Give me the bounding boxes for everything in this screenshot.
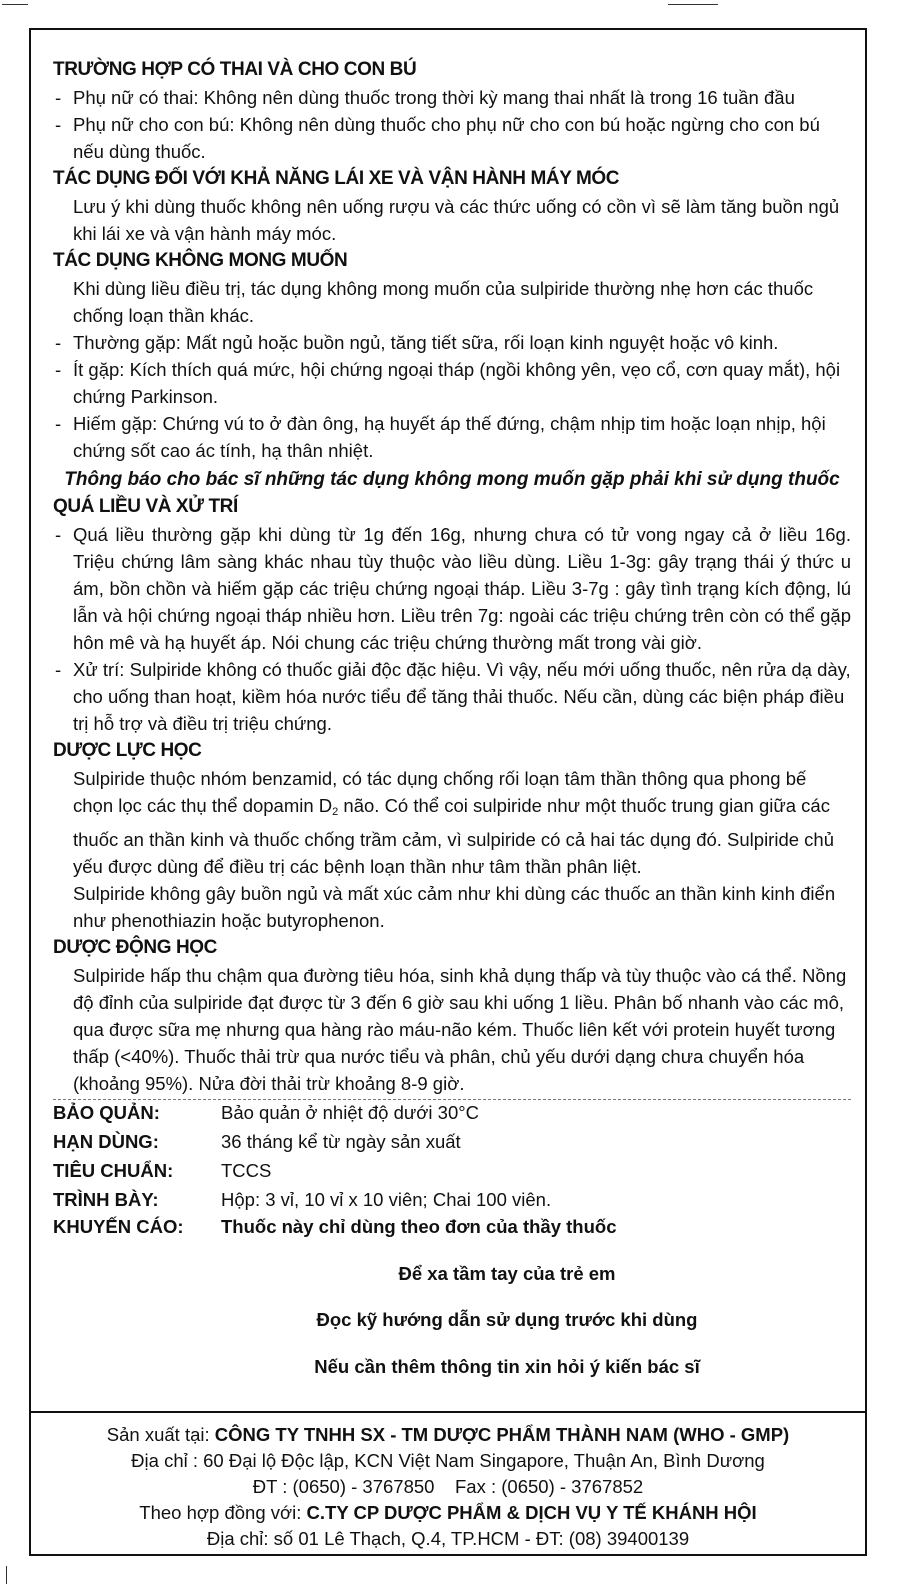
leaflet-content	[53, 56, 851, 1399]
section-driving	[53, 165, 851, 247]
section-pharmacokinetics	[53, 934, 851, 1097]
crop-mark-top-left	[2, 4, 28, 5]
list-item: - Quá liều thường gặp khi dùng từ 1g đến 16g, nhưng chưa có tử vong ngay cả ở liều 16g. Triệu chứng lâm sàng khác nhau tùy thuộc vào liều dùng. Liều 1-3g: gây trạng thái ý thức u ám, bồn chồn và hiếm gặp các triệu chứng ngoại tháp. Liều 3-7g : gây tình trạng kích động, lú lẫn và hội chứng ngoại tháp nhiều hơn. Liều trên 7g: ngoài các triệu chứng trên còn có thể gặp hôn mê và hạ huyết áp. Nói chung các triệu chứng thường mất trong vài giờ.	[53, 521, 851, 656]
crop-mark-top-right	[668, 4, 718, 5]
recommendation-line: Đọc kỹ hướng dẫn sử dụng trước khi dùng	[316, 1309, 698, 1330]
leaflet-frame	[29, 28, 867, 1556]
section-pharmacodynamics	[53, 737, 851, 934]
recommendation-label: KHUYẾN CÁO:	[53, 1216, 184, 1237]
heading-overdose: QUÁ LIỀU VÀ XỬ TRÍ	[53, 496, 238, 517]
spec-value: 36 tháng kể từ ngày sản xuất	[221, 1131, 461, 1152]
paragraph-driving: Lưu ý khi dùng thuốc không nên uống rượu và các thức uống có cồn vì sẽ làm tăng buồn ngủ khi lái xe và vận hành máy móc.	[73, 196, 840, 244]
dashed-divider	[53, 1099, 851, 1100]
list-item: - Phụ nữ cho con bú: Không nên dùng thuốc cho phụ nữ cho con bú hoặc ngừng cho con bú nếu dùng thuốc.	[53, 111, 851, 165]
text-segment: Sulpiride thuộc nhóm benzamid, có tác dụng chống rối loạn tâm thần thông qua phong bế chọn lọc các thụ thể dopamin D	[73, 768, 807, 816]
paragraph-pharmacodynamics-1	[73, 765, 851, 880]
section-specs	[53, 1099, 851, 1381]
heading-driving: TÁC DỤNG ĐỐI VỚI KHẢ NĂNG LÁI XE VÀ VẬN HÀNH MÁY MÓC	[53, 168, 620, 189]
manufacturer-phone: ĐT : (0650) - 3767850 Fax : (0650) - 3767852	[252, 1476, 644, 1497]
manufacturer-name: CÔNG TY TNHH SX - TM DƯỢC PHẨM THÀNH NAM (WHO - GMP)	[214, 1424, 790, 1445]
spec-row-standard	[53, 1157, 851, 1184]
list-item: - Ít gặp: Kích thích quá mức, hội chứng ngoại tháp (ngồi không yên, vẹo cổ, cơn quay mắt), hội chứng Parkinson.	[53, 356, 851, 410]
paragraph-pharmacokinetics: Sulpiride hấp thu chậm qua đường tiêu hóa, sinh khả dụng thấp và tùy thuộc vào cá thể. Nồng độ đỉnh của sulpiride đạt được từ 3 đến 6 giờ sau khi uống 1 liều. Phân bố nhanh vào các mô, qua được sữa mẹ nhưng qua hàng rào máu-não kém. Thuốc liên kết với protein huyết tương thấp (<40%). Thuốc thải trừ qua nước tiểu và phân, chủ yếu dưới dạng chưa chuyển hóa (khoảng 95%). Nửa đời thải trừ khoảng 8-9 giờ.	[73, 965, 847, 1094]
spec-row-storage	[53, 1099, 851, 1126]
spec-value: TCCS	[221, 1160, 272, 1181]
subscript: 2	[332, 806, 339, 818]
list-item: - Thường gặp: Mất ngủ hoặc buồn ngủ, tăng tiết sữa, rối loạn kinh nguyệt hoặc vô kinh.	[53, 329, 851, 356]
spec-row-expiry	[53, 1128, 851, 1155]
heading-pharmacodynamics: DƯỢC LỰC HỌC	[53, 740, 202, 761]
footer-divider	[31, 1411, 865, 1413]
contract-line	[31, 1500, 865, 1526]
manufacturer-address: Địa chỉ : 60 Đại lộ Độc lập, KCN Việt Nam Singapore, Thuận An, Bình Dương	[131, 1450, 765, 1471]
notice-report-doctor: Thông báo cho bác sĩ những tác dụng không mong muốn gặp phải khi sử dụng thuốc	[64, 469, 840, 490]
spec-label: BẢO QUẢN:	[53, 1102, 160, 1123]
manufacturer-line	[31, 1422, 865, 1448]
list-item: - Phụ nữ có thai: Không nên dùng thuốc trong thời kỳ mang thai nhất là trong 16 tuần đầu	[53, 84, 851, 111]
heading-pharmacokinetics: DƯỢC ĐỘNG HỌC	[53, 937, 217, 958]
recommendation-line: Để xa tầm tay của trẻ em	[398, 1262, 616, 1284]
list-item: - Xử trí: Sulpiride không có thuốc giải độc đặc hiệu. Vì vậy, nếu mới uống thuốc, nên rửa dạ dày, cho uống than hoạt, kiềm hóa nước tiểu để tăng thải thuốc. Nếu cần, dùng các biện pháp điều trị hỗ trợ và điều trị triệu chứng.	[53, 656, 851, 737]
spec-value: Hộp: 3 vỉ, 10 vỉ x 10 viên; Chai 100 viên.	[221, 1189, 552, 1210]
heading-side-effects: TÁC DỤNG KHÔNG MONG MUỐN	[53, 250, 348, 271]
recommendation-line: Thuốc này chỉ dùng theo đơn của thầy thuốc	[221, 1216, 617, 1237]
spec-row-packaging	[53, 1186, 851, 1213]
manufacturer-footer	[31, 1422, 865, 1552]
text-segment: não. Có thể coi sulpiride như một thuốc trung gian giữa các thuốc an thần kinh và thuốc chống trầm cảm, vì sulpiride có cả hai tác dụng đó. Sulpiride chủ yếu được dùng để điều trị các bệnh loạn thần như tâm thần phân liệt.	[73, 795, 835, 877]
spec-label: HẠN DÙNG:	[53, 1131, 159, 1152]
recommendation-line: Nếu cần thêm thông tin xin hỏi ý kiến bác sĩ	[314, 1355, 700, 1377]
heading-pregnancy: TRƯỜNG HỢP CÓ THAI VÀ CHO CON BÚ	[53, 59, 417, 80]
crop-mark-bottom-left	[6, 1566, 7, 1584]
spec-label: TRÌNH BÀY:	[53, 1189, 159, 1210]
recommendation-row	[53, 1213, 851, 1241]
spec-label: TIÊU CHUẨN:	[53, 1160, 174, 1181]
spec-value: Bảo quản ở nhiệt độ dưới 30°C	[221, 1102, 479, 1123]
contract-label: Theo hợp đồng với:	[139, 1502, 307, 1523]
paragraph-side-effects-intro: Khi dùng liều điều trị, tác dụng không mong muốn của sulpiride thường nhẹ hơn các thuốc chống loạn thần khác.	[73, 278, 814, 326]
manufacturer-label: Sản xuất tại:	[106, 1424, 215, 1445]
contract-name: C.TY CP DƯỢC PHẨM & DỊCH VỤ Y TẾ KHÁNH HỘI	[306, 1502, 757, 1523]
contract-address: Địa chỉ: số 01 Lê Thạch, Q.4, TP.HCM - ĐT: (08) 39400139	[206, 1528, 690, 1549]
list-item: - Hiếm gặp: Chứng vú to ở đàn ông, hạ huyết áp thế đứng, chậm nhịp tim hoặc loạn nhịp, hội chứng sốt cao ác tính, hạ thân nhiệt.	[53, 410, 851, 464]
section-overdose	[53, 493, 851, 737]
section-side-effects	[53, 247, 851, 493]
paragraph-pharmacodynamics-2: Sulpiride không gây buồn ngủ và mất xúc cảm như khi dùng các thuốc an thần kinh kinh điển như phenothiazin hoặc butyrophenon.	[73, 883, 836, 931]
section-pregnancy	[53, 56, 851, 165]
